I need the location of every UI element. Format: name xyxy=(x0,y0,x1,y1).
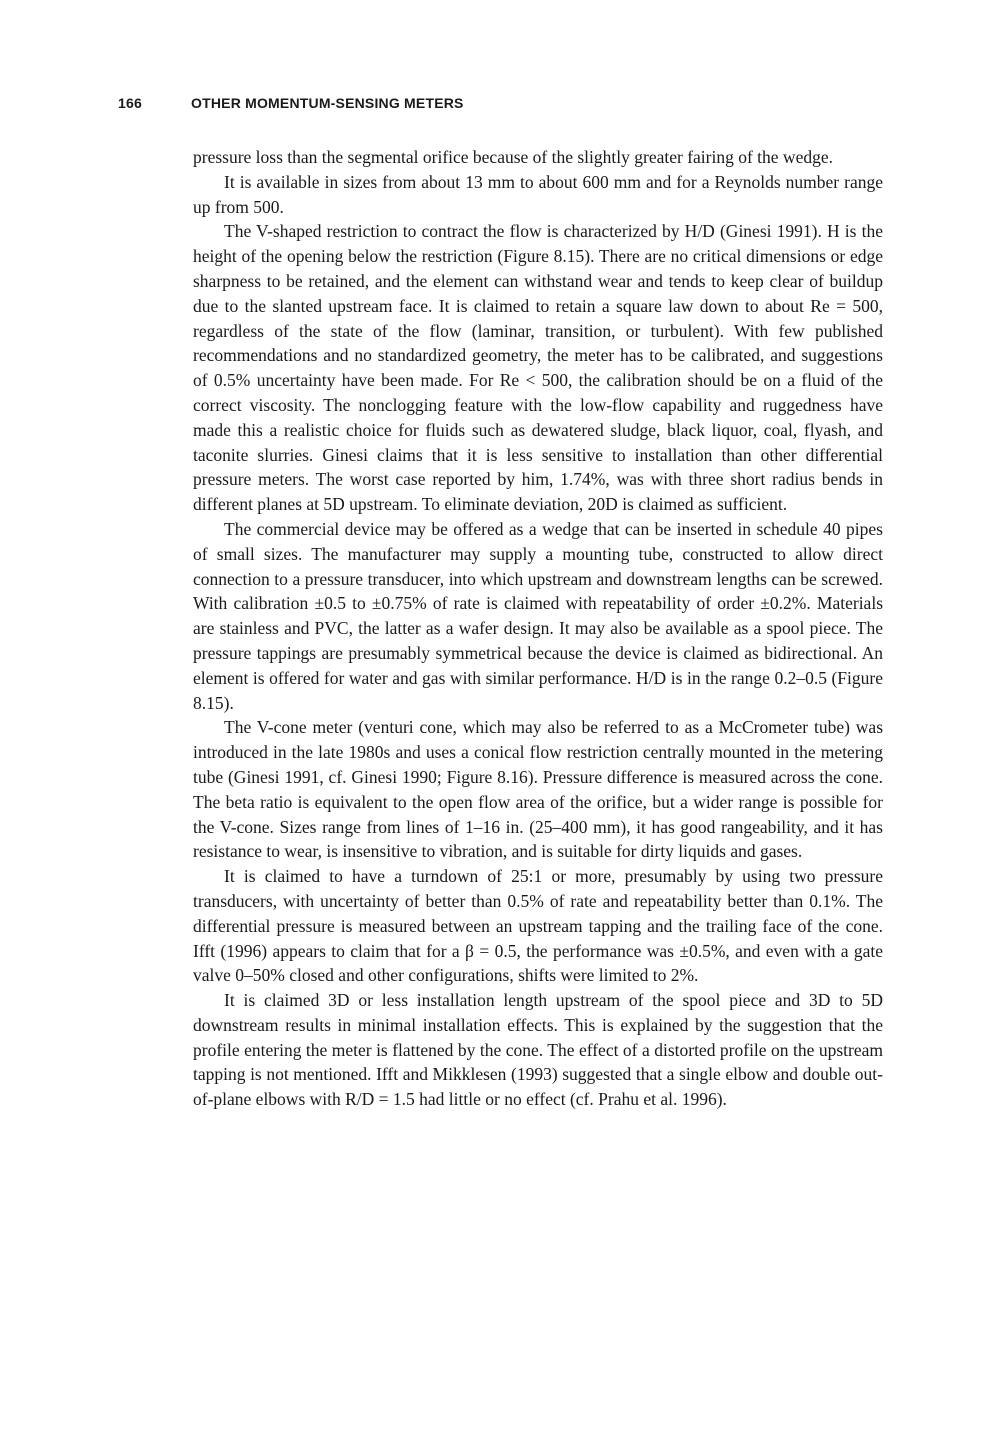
paragraph: It is claimed to have a turndown of 25:1 or more, presumably by using two pressure transducers, with uncertainty of better than 0.5% of rate and repeatability better than 0.1%. The differential pressure is measured between an upstream tapping and the trailing face of the cone. Ifft (1996) appears to claim that for a β = 0.5, the performance was ±0.5%, and even with a gate valve 0–50% closed and other configurations, shifts were limited to 2%. xyxy=(193,866,883,986)
paragraph: The commercial device may be offered as a wedge that can be inserted in schedule 40 pipes of small sizes. The manufacturer may supply a mounting tube, constructed to allow direct connection to a pressure transducer, into which upstream and downstream lengths can be screwed. With calibration ±0.5 to ±0.75% of rate is claimed with repeatability of order ±0.2%. Materials are stainless and PVC, the latter as a wafer design. It may also be available as a spool piece. The pressure tappings are presumably symmetrical because the device is claimed as bidirectional. An element is offered for water and gas with similar performance. H/D is in the range 0.2–0.5 (Figure 8.15). xyxy=(193,518,883,713)
paragraph: The V-shaped restriction to contract the flow is characterized by H/D (Ginesi 1991). H is the height of the opening below the restriction (Figure 8.15). There are no critical dimensions or edge sharpness to be retained, and the element can withstand wear and tends to keep clear of buildup due to the slanted upstream face. It is claimed to retain a square law down to about Re = 500, regardless of the state of the flow (laminar, transition, or turbulent). With few published recommendations and no standardized geometry, the meter has to be calibrated, and suggestions of 0.5% uncertainty have been made. For Re < 500, the calibration should be on a fluid of the correct viscosity. The nonclogging feature with the low-flow capability and ruggedness have made this a realistic choice for fluids such as dewatered sludge, black liquor, coal, flyash, and taconite slurries. Ginesi claims that it is less sensitive to installation than other differential pressure meters. The worst case reported by him, 1.74%, was with three short radius bends in different planes at 5D upstream. To eliminate deviation, 20D is claimed as sufficient. xyxy=(193,221,883,515)
paragraph: It is claimed 3D or less installation length upstream of the spool piece and 3D to 5D downstream results in minimal installation effects. This is explained by the suggestion that the profile entering the meter is flattened by the cone. The effect of a distorted profile on the upstream tapping is not mentioned. Ifft and Mikklesen (1993) suggested that a single elbow and double out-of-plane elbows with R/D = 1.5 had little or no effect (cf. Prahu et al. 1996). xyxy=(193,990,883,1110)
page-number: 166 xyxy=(118,95,142,111)
body-text xyxy=(193,145,883,1112)
paragraph: pressure loss than the segmental orifice because of the slightly greater fairing of the wedge. xyxy=(193,147,833,167)
running-head xyxy=(118,95,898,115)
paragraph: It is available in sizes from about 13 mm to about 600 mm and for a Reynolds number range up from 500. xyxy=(193,171,883,217)
paragraph: The V-cone meter (venturi cone, which may also be referred to as a McCrometer tube) was introduced in the late 1980s and uses a conical flow restriction centrally mounted in the metering tube (Ginesi 1991, cf. Ginesi 1990; Figure 8.16). Pressure difference is measured across the cone. The beta ratio is equivalent to the open flow area of the orifice, but a wider range is possible for the V-cone. Sizes range from lines of 1–16 in. (25–400 mm), it has good rangeability, and it has resistance to wear, is insensitive to vibration, and is suitable for dirty liquids and gases. xyxy=(193,717,883,862)
chapter-title: OTHER MOMENTUM-SENSING METERS xyxy=(191,95,464,111)
